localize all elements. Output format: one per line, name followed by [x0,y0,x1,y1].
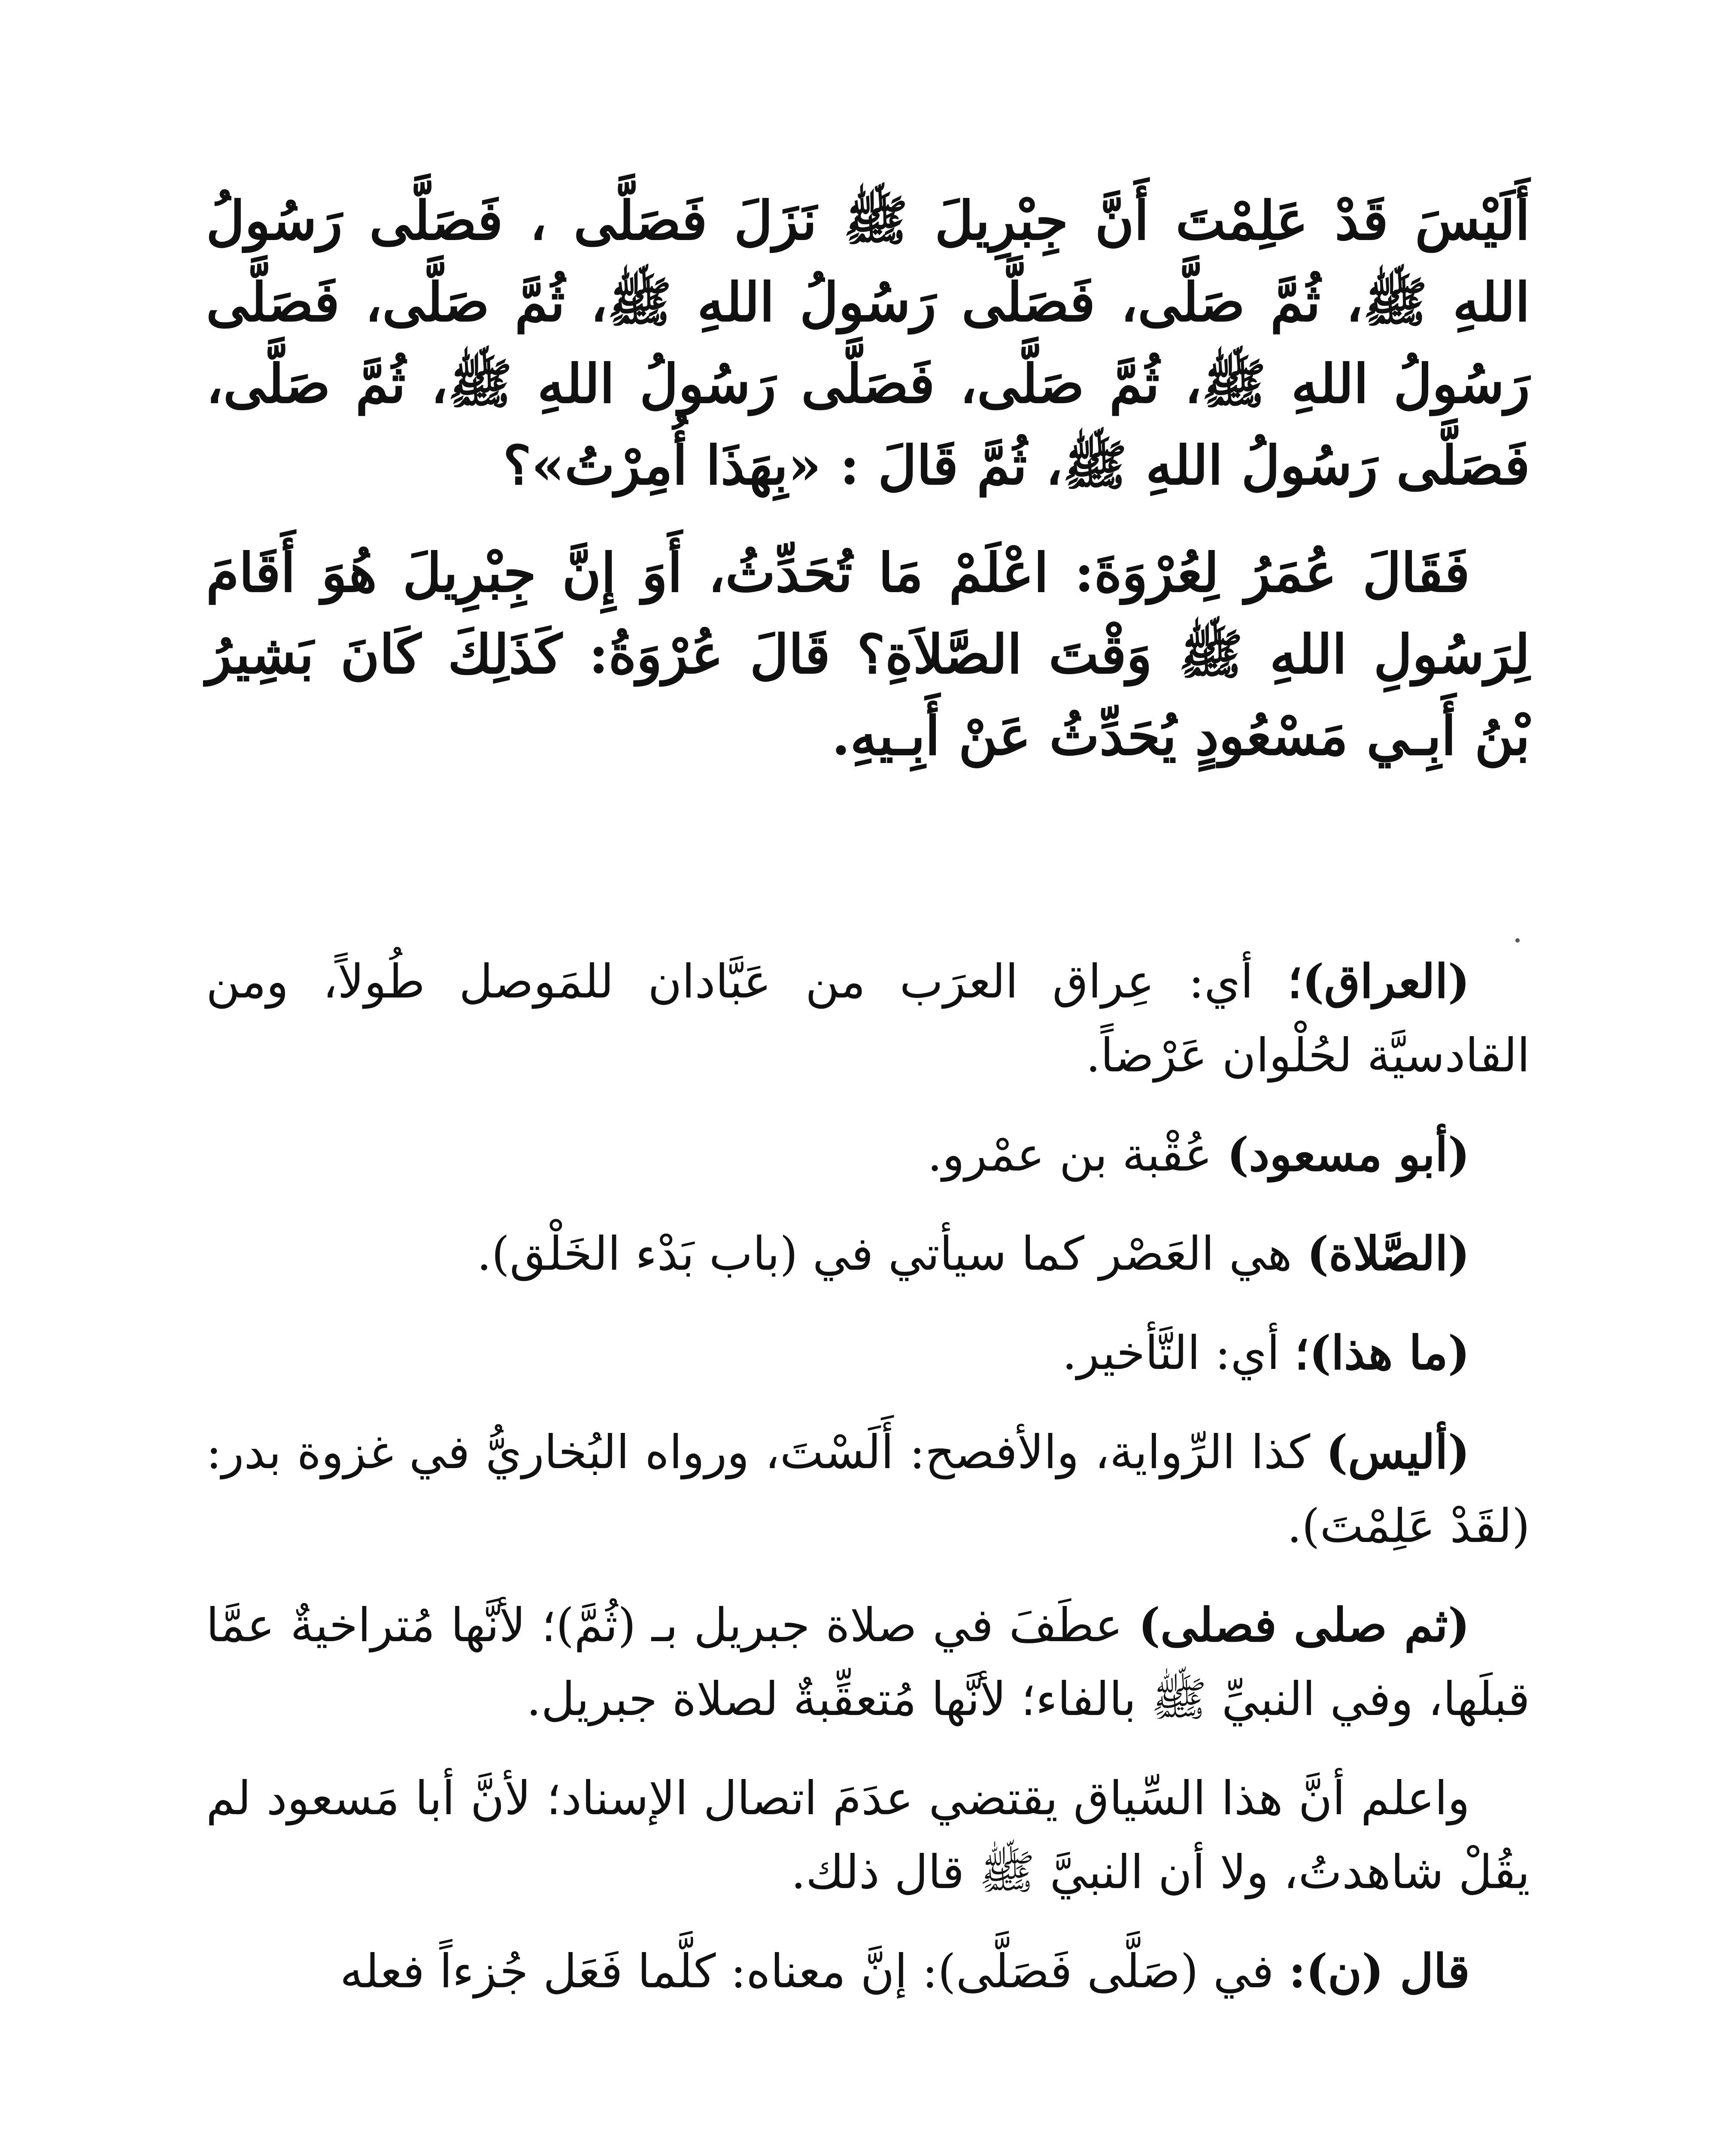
commentary-paragraph [206,1761,1530,1910]
commentary-text: واعلم أنَّ هذا السِّياق يقتضي عدَمَ اتصال الإسناد؛ لأنَّ أبا مَسعود لم يقُلْ شاهدتُ، ولا أن النبيَّ ﷺ قال ذلك. [206,1772,1530,1899]
commentary-lemma: (الصَّلاة) [1307,1227,1470,1281]
commentary-text: عُقْبة بن عمْرو. [927,1128,1227,1182]
commentary-paragraph [206,1934,1530,2009]
commentary-paragraph [206,1316,1530,1390]
commentary-paragraph [206,945,1530,1093]
commentary-lemma: (أبو مسعود) [1227,1128,1470,1182]
commentary-block [206,945,1530,2034]
commentary-paragraph [206,1415,1530,1563]
commentary-text: عطَفَ في صلاة جبريل بـ (ثُمَّ)؛ لأنَّها مُتراخيةٌ عمَّا قبلَها، وفي النبيِّ ﷺ بالفاء؛ لأنَّها مُتعقِّبةٌ لصلاة جبريل. [206,1599,1530,1726]
hadith-paragraph-1: أَلَيْسَ قَدْ عَلِمْتَ أَنَّ جِبْرِيلَ ﷺ نَزَلَ فَصَلَّى ، فَصَلَّى رَسُولُ اللهِ ﷺ، ثُمَّ صَلَّى، فَصَلَّى رَسُولُ اللهِ ﷺ، ثُمَّ صَلَّى، فَصَلَّى رَسُولُ اللهِ ﷺ، ثُمَّ صَلَّى، فَصَلَّى رَسُولُ اللهِ ﷺ، ثُمَّ صَلَّى، فَصَلَّى رَسُولُ اللهِ ﷺ، ثُمَّ قَالَ : «بِهَذَا أُمِرْتُ»؟ [206,190,1530,497]
commentary-text: أي: التَّأخير. [1062,1326,1295,1380]
commentary-paragraph [206,1217,1530,1291]
commentary-text: أي: عِراق العرَب من عَبَّادان للمَوصل طُولاً، ومن القادسيَّة لحُلْوان عَرْضاً. [206,955,1530,1083]
commentary-paragraph [206,1118,1530,1192]
hadith-text-block [206,180,1530,803]
hadith-paragraph-2: فَقَالَ عُمَرُ لِعُرْوَةَ: اعْلَمْ مَا تُحَدِّثُ، أَوَ إِنَّ جِبْرِيلَ هُوَ أَقَامَ لِرَسُولِ اللهِ ﷺ وَقْتَ الصَّلاَةِ؟ قَالَ عُرْوَةُ: كَذَلِكَ كَانَ بَشِيرُ بْنُ أَبِـي مَسْعُودٍ يُحَدِّثُ عَنْ أَبِـيهِ. [206,542,1530,767]
scan-speck [1515,938,1520,943]
commentary-lemma: (ثم صلى فصلى) [1138,1598,1470,1652]
commentary-text: هي العَصْر كما سيأتي في (باب بَدْء الخَلْق). [476,1227,1307,1281]
commentary-text: في (صَلَّى فَصَلَّى): إنَّ معناه: كلَّما فَعَل جُزءاً فعله [340,1945,1289,1998]
commentary-lemma: (العراق)؛ [1287,955,1470,1009]
commentary-paragraph [206,1588,1530,1736]
commentary-text: كذا الرِّواية، والأفصح: أَلَسْتَ، ورواه البُخاريُّ في غزوة بدر: (لقَدْ عَلِمْتَ). [206,1426,1530,1553]
commentary-lemma: قال (ن): [1289,1944,1470,1998]
commentary-lemma: (ما هذا)؛ [1294,1326,1470,1380]
commentary-lemma: (أليس) [1326,1425,1470,1479]
